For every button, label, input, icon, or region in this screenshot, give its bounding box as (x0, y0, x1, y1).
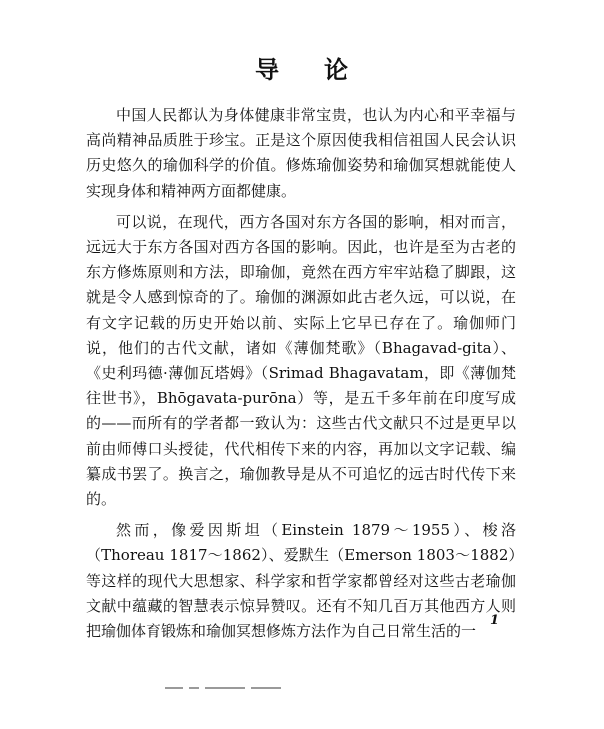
paragraph-1: 中国人民都认为身体健康非常宝贵，也认为内心和平幸福与高尚精神品质胜于珍宝。正是这个原因使我相信祖国人民会认识历史悠久的瑜伽科学的价值。修炼瑜伽姿势和瑜伽冥想就能使人实现身体和精神两方面都健康。 (86, 106, 516, 200)
chapter-title-second-char: 论 (324, 56, 349, 84)
footer-scan-artifact (165, 677, 305, 683)
chapter-title (0, 50, 604, 85)
body-text (86, 103, 516, 650)
chapter-title-first-char: 导 (255, 56, 280, 84)
page-number: 1 (490, 613, 500, 628)
paragraph-3: 然而，像爱因斯坦（Einstein 1879～1955）、梭洛（Thoreau 1817～1862）、爱默生（Emerson 1803～1882）等这样的现代大思想家、科学家和哲学家都曾经对这些古老瑜伽文献中蕴藏的智慧表示惊异赞叹。还有不知几百万其他西方人则把瑜伽体育锻炼和瑜伽冥想修炼方法作为自己日常生活的一 (86, 521, 516, 641)
paragraph-2: 可以说，在现代，西方各国对东方各国的影响，相对而言，远远大于东方各国对西方各国的影响。因此，也许是至为古老的东方修炼原则和方法，即瑜伽，竟然在西方牢牢站稳了脚跟，这就是令人感到惊奇的了。瑜伽的渊源如此古老久远，可以说，在有文字记载的历史开始以前、实际上它早已存在了。瑜伽师门说，他们的古代文献，诸如《薄伽梵歌》（Bhagavad-gita）、《史利玛德·薄伽瓦塔姆》（Srimad Bhagavatam，即《薄伽梵往世书》，Bhōgavata-purōna）等，是五千多年前在印度写成的——而所有的学者都一致认为：这些古代文献只不过是更早以前由师傅口头授徒，代代相传下来的内容，再加以文字记载、编纂成书罢了。换言之，瑜伽教导是从不可追忆的远古时代传下来的。 (86, 212, 516, 509)
